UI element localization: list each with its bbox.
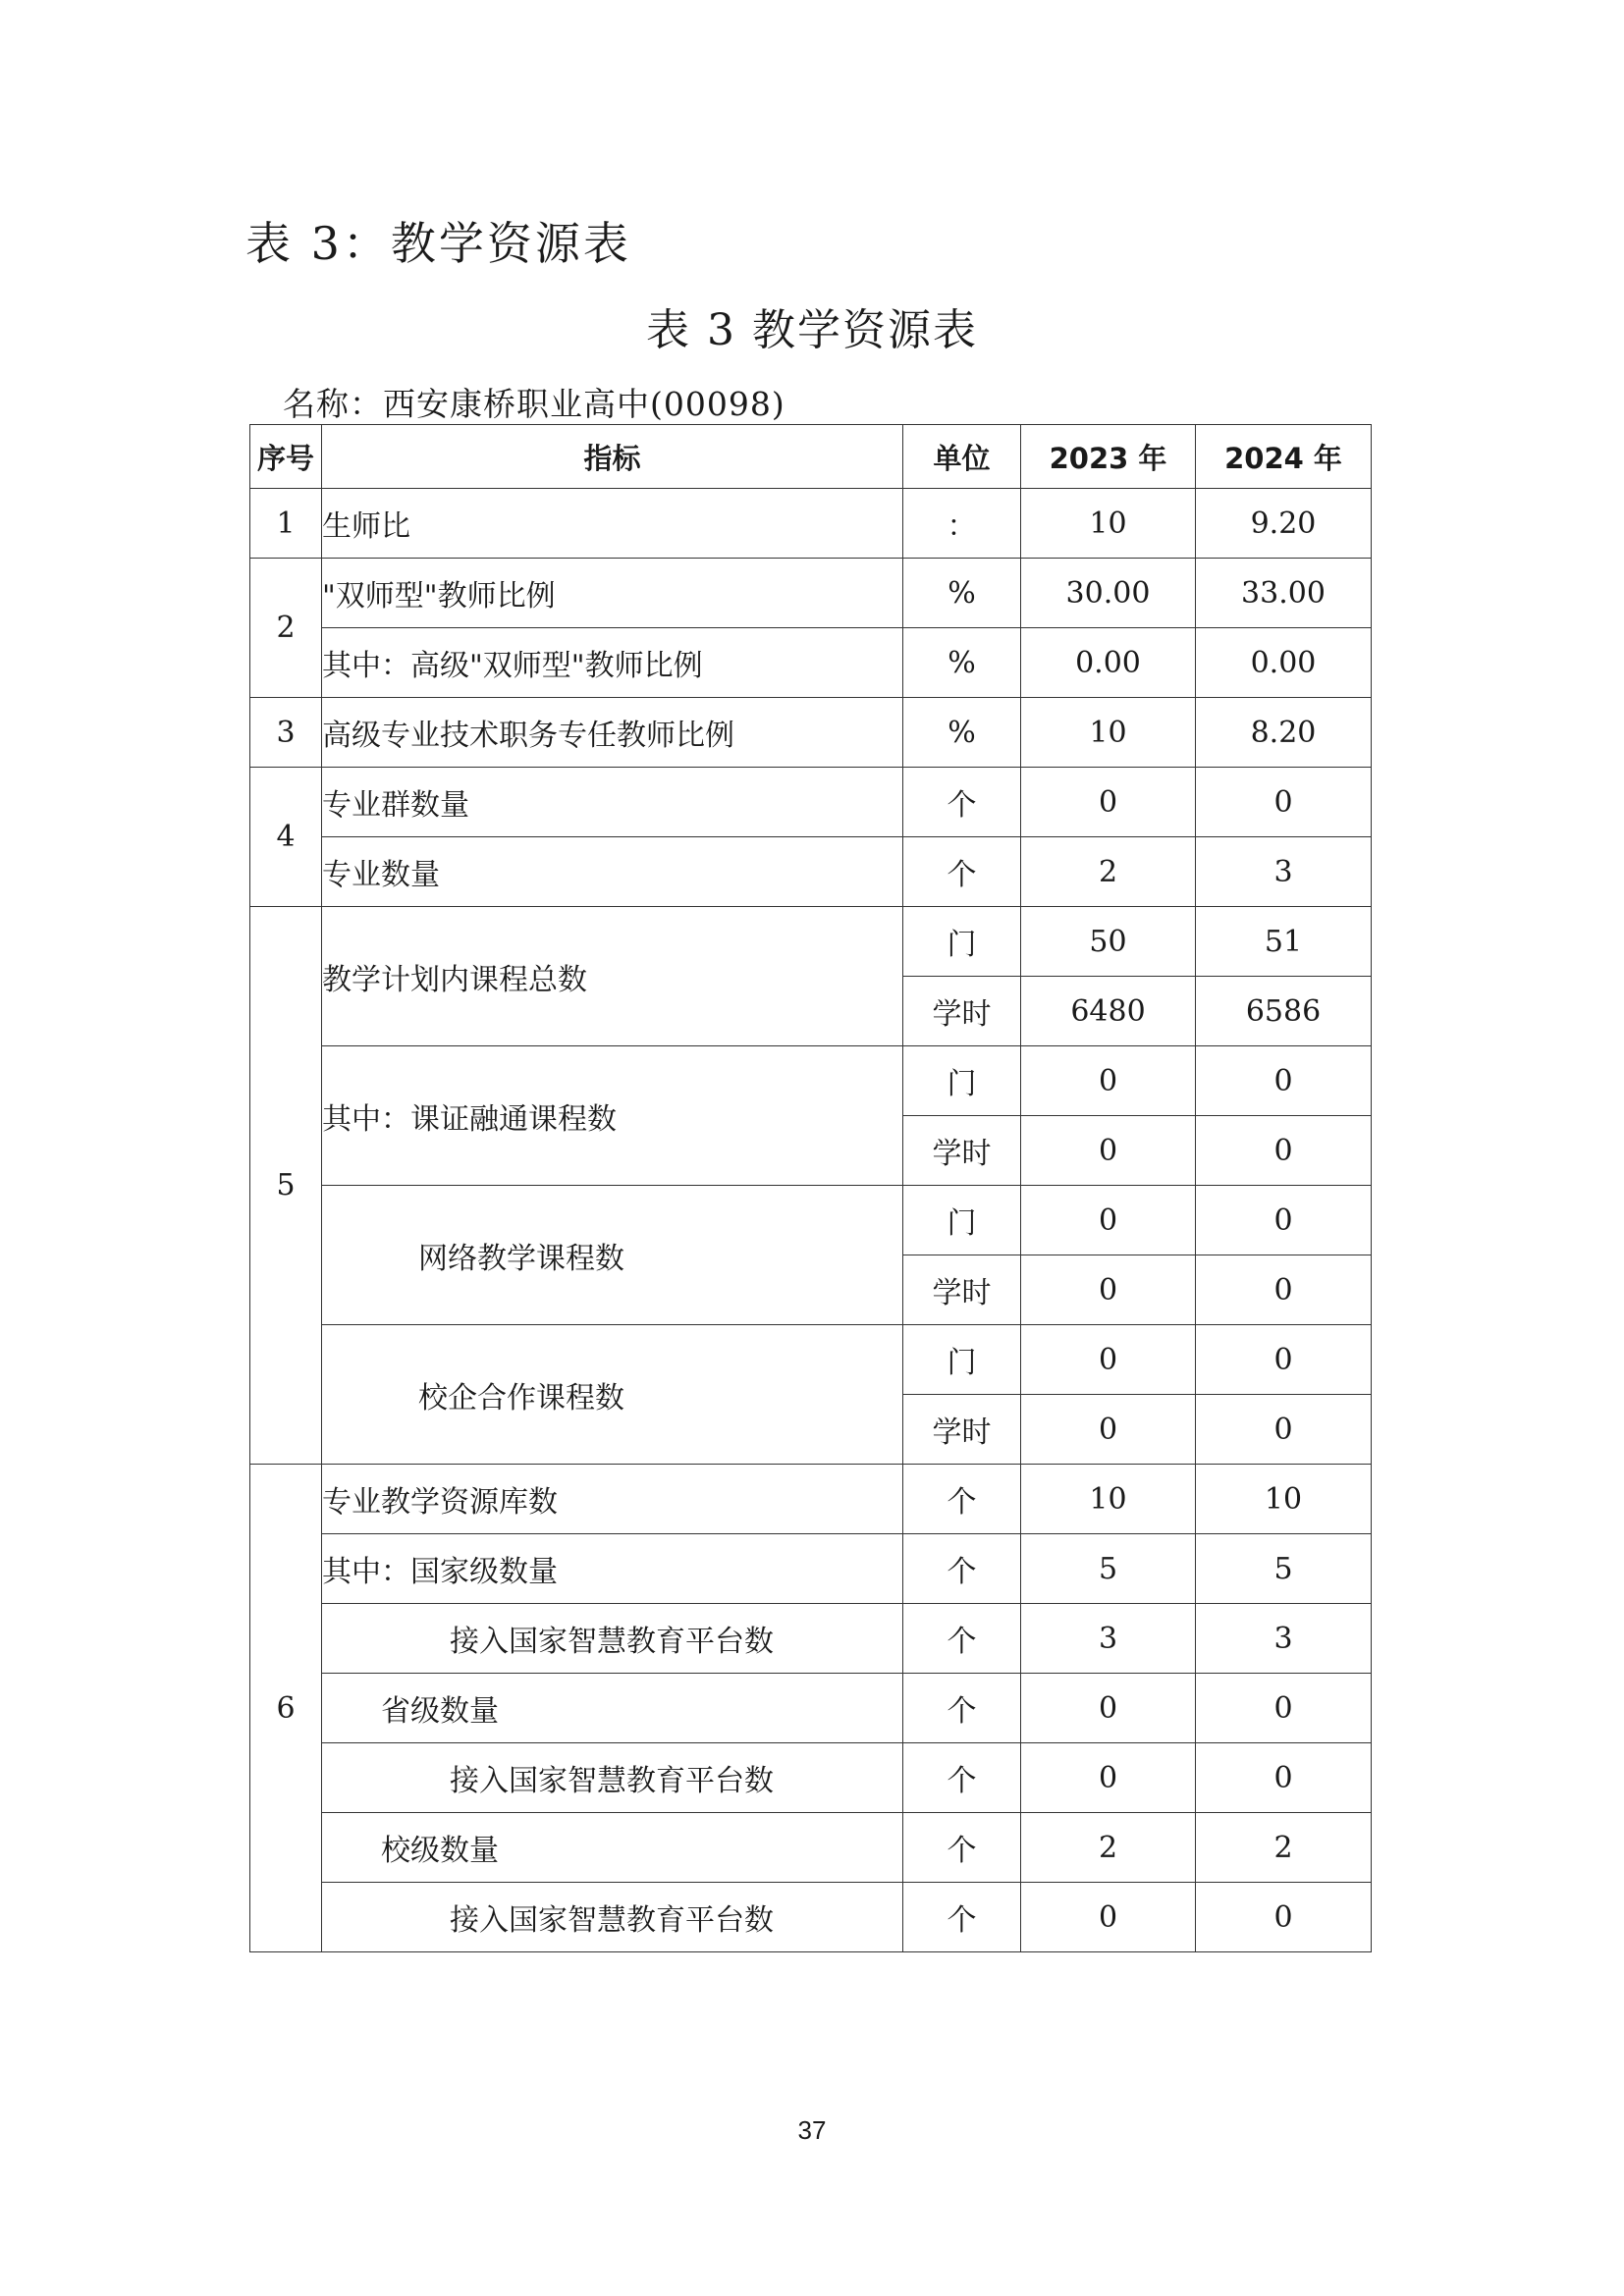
value-2024-cell: 0 bbox=[1196, 1395, 1372, 1465]
value-2023-cell: 0 bbox=[1021, 1116, 1196, 1186]
value-2023-cell: 2 bbox=[1021, 1813, 1196, 1883]
unit-cell: 学时 bbox=[903, 1395, 1021, 1465]
value-2023-cell: 0.00 bbox=[1021, 628, 1196, 698]
indicator-cell: 专业数量 bbox=[322, 837, 903, 907]
value-2023-cell: 0 bbox=[1021, 768, 1196, 837]
table-row bbox=[250, 1883, 1372, 1952]
table-row bbox=[250, 768, 1372, 837]
value-2024-cell: 51 bbox=[1196, 907, 1372, 977]
value-2024-cell: 8.20 bbox=[1196, 698, 1372, 768]
header-seq: 序号 bbox=[250, 425, 322, 489]
table-row bbox=[250, 1604, 1372, 1674]
table-row bbox=[250, 1325, 1372, 1395]
table-row bbox=[250, 698, 1372, 768]
indicator-cell: 校级数量 bbox=[322, 1813, 903, 1883]
value-2023-cell: 0 bbox=[1021, 1046, 1196, 1116]
value-2023-cell: 0 bbox=[1021, 1883, 1196, 1952]
table-row bbox=[250, 1534, 1372, 1604]
value-2023-cell: 10 bbox=[1021, 698, 1196, 768]
table-row bbox=[250, 907, 1372, 977]
unit-cell: 个 bbox=[903, 1465, 1021, 1534]
indicator-cell: 专业群数量 bbox=[322, 768, 903, 837]
unit-cell: 个 bbox=[903, 768, 1021, 837]
unit-cell: ： bbox=[903, 489, 1021, 559]
teaching-resources-table bbox=[249, 424, 1372, 1952]
unit-cell: 门 bbox=[903, 907, 1021, 977]
value-2024-cell: 2 bbox=[1196, 1813, 1372, 1883]
unit-cell: 个 bbox=[903, 1674, 1021, 1743]
unit-cell: 个 bbox=[903, 1604, 1021, 1674]
indicator-cell: 网络教学课程数 bbox=[322, 1186, 903, 1325]
table-row bbox=[250, 1743, 1372, 1813]
value-2024-cell: 10 bbox=[1196, 1465, 1372, 1534]
value-2023-cell: 0 bbox=[1021, 1325, 1196, 1395]
indicator-cell: 其中：课证融通课程数 bbox=[322, 1046, 903, 1186]
seq-cell: 2 bbox=[250, 559, 322, 698]
value-2024-cell: 0.00 bbox=[1196, 628, 1372, 698]
value-2024-cell: 0 bbox=[1196, 1186, 1372, 1255]
value-2024-cell: 0 bbox=[1196, 1883, 1372, 1952]
value-2024-cell: 0 bbox=[1196, 1046, 1372, 1116]
indicator-cell: 生师比 bbox=[322, 489, 903, 559]
table-row bbox=[250, 1813, 1372, 1883]
unit-cell: 学时 bbox=[903, 977, 1021, 1046]
unit-cell: % bbox=[903, 559, 1021, 628]
value-2023-cell: 0 bbox=[1021, 1255, 1196, 1325]
table-header-row bbox=[250, 425, 1372, 489]
unit-cell: 门 bbox=[903, 1046, 1021, 1116]
table-row bbox=[250, 1674, 1372, 1743]
page-number: 37 bbox=[797, 2115, 827, 2145]
value-2024-cell: 3 bbox=[1196, 1604, 1372, 1674]
indicator-cell: 校企合作课程数 bbox=[322, 1325, 903, 1465]
indicator-cell: 接入国家智慧教育平台数 bbox=[322, 1883, 903, 1952]
value-2024-cell: 0 bbox=[1196, 1743, 1372, 1813]
unit-cell: 门 bbox=[903, 1325, 1021, 1395]
unit-cell: 学时 bbox=[903, 1116, 1021, 1186]
seq-cell: 6 bbox=[250, 1465, 322, 1952]
value-2023-cell: 0 bbox=[1021, 1674, 1196, 1743]
value-2024-cell: 0 bbox=[1196, 1116, 1372, 1186]
seq-cell: 4 bbox=[250, 768, 322, 907]
indicator-cell: 其中：高级"双师型"教师比例 bbox=[322, 628, 903, 698]
unit-cell: 门 bbox=[903, 1186, 1021, 1255]
header-unit: 单位 bbox=[903, 425, 1021, 489]
header-2024: 2024 年 bbox=[1196, 425, 1372, 489]
unit-cell: 个 bbox=[903, 837, 1021, 907]
table-row bbox=[250, 1465, 1372, 1534]
value-2023-cell: 2 bbox=[1021, 837, 1196, 907]
value-2023-cell: 3 bbox=[1021, 1604, 1196, 1674]
unit-cell: % bbox=[903, 628, 1021, 698]
value-2023-cell: 0 bbox=[1021, 1186, 1196, 1255]
value-2023-cell: 50 bbox=[1021, 907, 1196, 977]
indicator-cell: 其中：国家级数量 bbox=[322, 1534, 903, 1604]
value-2024-cell: 6586 bbox=[1196, 977, 1372, 1046]
value-2024-cell: 0 bbox=[1196, 1674, 1372, 1743]
indicator-cell: 教学计划内课程总数 bbox=[322, 907, 903, 1046]
value-2024-cell: 3 bbox=[1196, 837, 1372, 907]
table-row bbox=[250, 1186, 1372, 1255]
value-2023-cell: 10 bbox=[1021, 489, 1196, 559]
indicator-cell: 高级专业技术职务专任教师比例 bbox=[322, 698, 903, 768]
indicator-cell: 省级数量 bbox=[322, 1674, 903, 1743]
indicator-cell: 接入国家智慧教育平台数 bbox=[322, 1743, 903, 1813]
organization-name: 名称：西安康桥职业高中(00098) bbox=[283, 385, 785, 423]
value-2023-cell: 30.00 bbox=[1021, 559, 1196, 628]
unit-cell: 个 bbox=[903, 1883, 1021, 1952]
unit-cell: 个 bbox=[903, 1743, 1021, 1813]
indicator-cell: 专业教学资源库数 bbox=[322, 1465, 903, 1534]
header-2023: 2023 年 bbox=[1021, 425, 1196, 489]
value-2023-cell: 6480 bbox=[1021, 977, 1196, 1046]
table-row bbox=[250, 489, 1372, 559]
section-heading: 表 3：教学资源表 bbox=[245, 217, 631, 270]
value-2023-cell: 5 bbox=[1021, 1534, 1196, 1604]
value-2024-cell: 9.20 bbox=[1196, 489, 1372, 559]
value-2023-cell: 0 bbox=[1021, 1743, 1196, 1813]
table-row bbox=[250, 628, 1372, 698]
value-2024-cell: 0 bbox=[1196, 1325, 1372, 1395]
seq-cell: 3 bbox=[250, 698, 322, 768]
value-2024-cell: 0 bbox=[1196, 1255, 1372, 1325]
table-title: 表 3 教学资源表 bbox=[646, 305, 978, 355]
unit-cell: 个 bbox=[903, 1813, 1021, 1883]
table-row bbox=[250, 1046, 1372, 1116]
table-row bbox=[250, 559, 1372, 628]
unit-cell: 个 bbox=[903, 1534, 1021, 1604]
indicator-cell: "双师型"教师比例 bbox=[322, 559, 903, 628]
seq-cell: 5 bbox=[250, 907, 322, 1465]
table-row bbox=[250, 837, 1372, 907]
value-2024-cell: 0 bbox=[1196, 768, 1372, 837]
indicator-cell: 接入国家智慧教育平台数 bbox=[322, 1604, 903, 1674]
unit-cell: 学时 bbox=[903, 1255, 1021, 1325]
value-2024-cell: 33.00 bbox=[1196, 559, 1372, 628]
seq-cell: 1 bbox=[250, 489, 322, 559]
unit-cell: % bbox=[903, 698, 1021, 768]
value-2023-cell: 0 bbox=[1021, 1395, 1196, 1465]
value-2024-cell: 5 bbox=[1196, 1534, 1372, 1604]
header-indicator: 指标 bbox=[322, 425, 903, 489]
value-2023-cell: 10 bbox=[1021, 1465, 1196, 1534]
